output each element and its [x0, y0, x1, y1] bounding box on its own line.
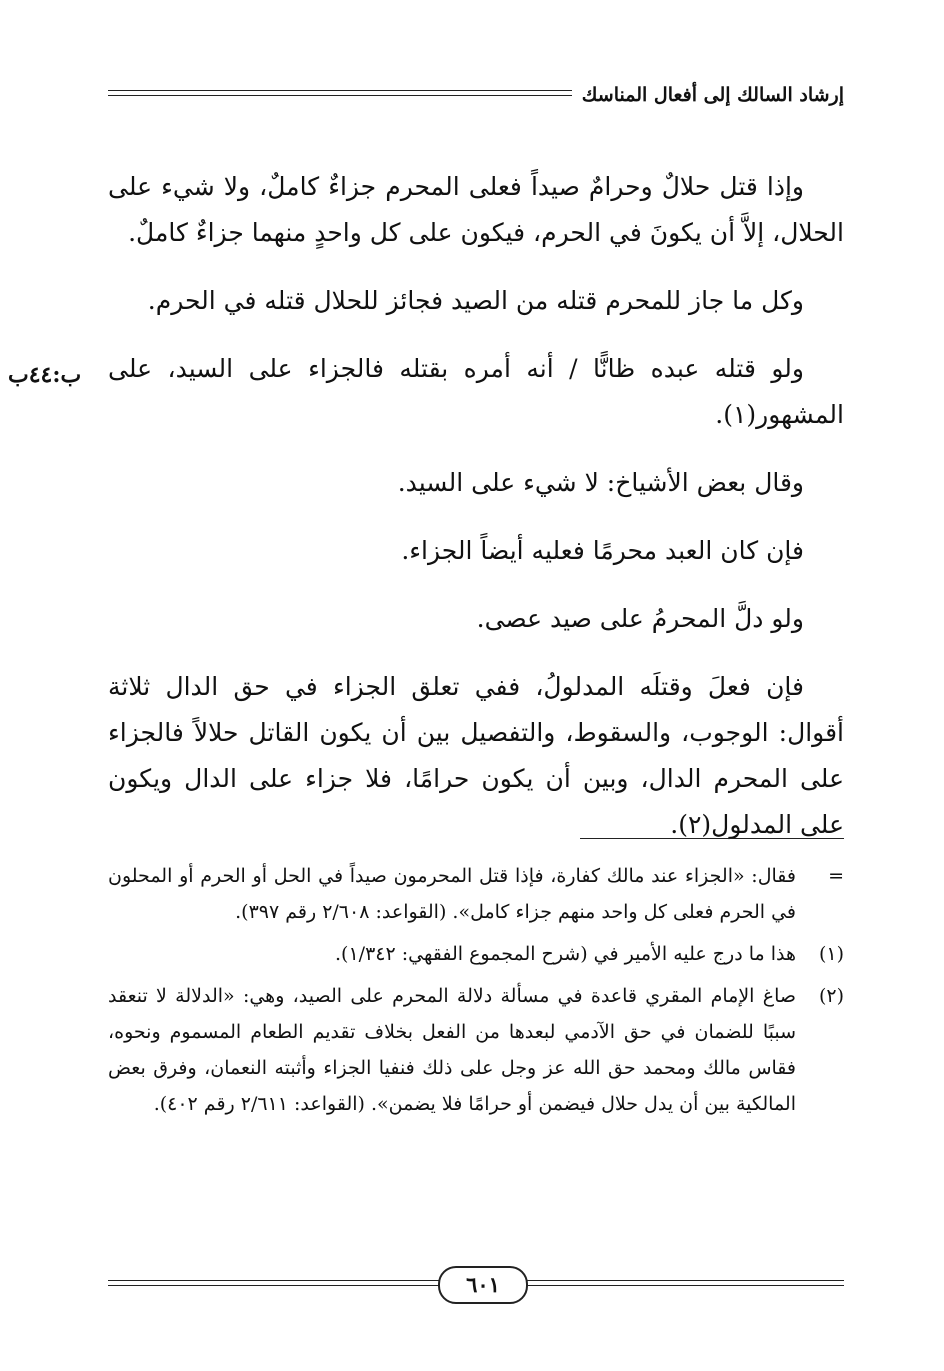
paragraph-7: فإن فعلَ وقتلَه المدلولُ، ففي تعلق الجزاء في حق الدال ثلاثة أقوال: الوجوب، والسقوط، والتفصيل بين أن يكون القاتل حلالاً فالجزاء على المحرم الدال، وبين أن يكون حرامًا، فلا جزاء على الدال ويكون على المدلول(٢).: [108, 672, 844, 839]
paragraph-1: وإذا قتل حلالٌ وحرامٌ صيداً فعلى المحرم جزاءٌ كاملٌ، ولا شيء على الحلال، إلاَّ أن يكونَ في الحرم، فيكون على كل واحدٍ منهما جزاءٌ كاملٌ.: [108, 172, 844, 247]
running-header: [108, 82, 844, 112]
footnote-text: هذا ما درج عليه الأمير في (شرح المجموع الفقهي: ١/٣٤٢).: [335, 943, 796, 965]
paragraph-5: فإن كان العبد محرمًا فعليه أيضاً الجزاء.: [401, 536, 804, 565]
footnotes: [108, 858, 844, 1128]
footnote-1: [108, 936, 844, 972]
footnote-text: فقال: «الجزاء عند مالك كفارة، فإذا قتل المحرمون صيداً في الحل أو الحرم أو المحلون في الحرم فعلى كل واحد منهم جزاء كامل». (القواعد: ٢/٦٠٨ رقم ٣٩٧).: [108, 865, 796, 923]
page-number: ٦٠١: [438, 1266, 528, 1304]
footnote-separator: [580, 838, 844, 839]
footnote-text: صاغ الإمام المقري قاعدة في مسألة دلالة المحرم على الصيد، وهي: «الدلالة لا تنعقد سببًا للضمان في حق الآدمي لبعدها من الفعل بخلاف تقديم الطعام المسموم ونحوه، فقاس مالك ومحمد حق الله عز وجل على ذلك فنفيا الجزاء وأثبته النعمان، وفرق بعض المالكية بين أن يدل حلال فيضمن أو حرامًا فلا يضمن». (القواعد: ٢/٦١١ رقم ٤٠٢).: [108, 985, 796, 1115]
footnote-marker: (٢): [818, 985, 844, 1007]
book-title: إرشاد السالك إلى أفعال المناسك: [572, 82, 844, 108]
paragraph-4: وقال بعض الأشياخ: لا شيء على السيد.: [397, 468, 804, 497]
paragraph-6: ولو دلَّ المحرمُ على صيد عصى.: [476, 604, 804, 633]
page-footer: [108, 1266, 844, 1302]
footnote-marker: =: [828, 865, 844, 887]
footnote-marker: (١): [818, 943, 844, 965]
paragraph-2: وكل ما جاز للمحرم قتله من الصيد فجائز للحلال قتله في الحرم.: [147, 286, 804, 315]
footnote-2: [108, 978, 844, 1122]
main-text: [108, 164, 844, 870]
footnote-continuation: [108, 858, 844, 930]
paragraph-3: ولو قتله عبده ظانًّا / أنه أمره بقتله فالجزاء على السيد، على المشهور(١).: [108, 354, 844, 429]
manuscript-folio-note: ب:٤٤ب: [8, 362, 82, 388]
